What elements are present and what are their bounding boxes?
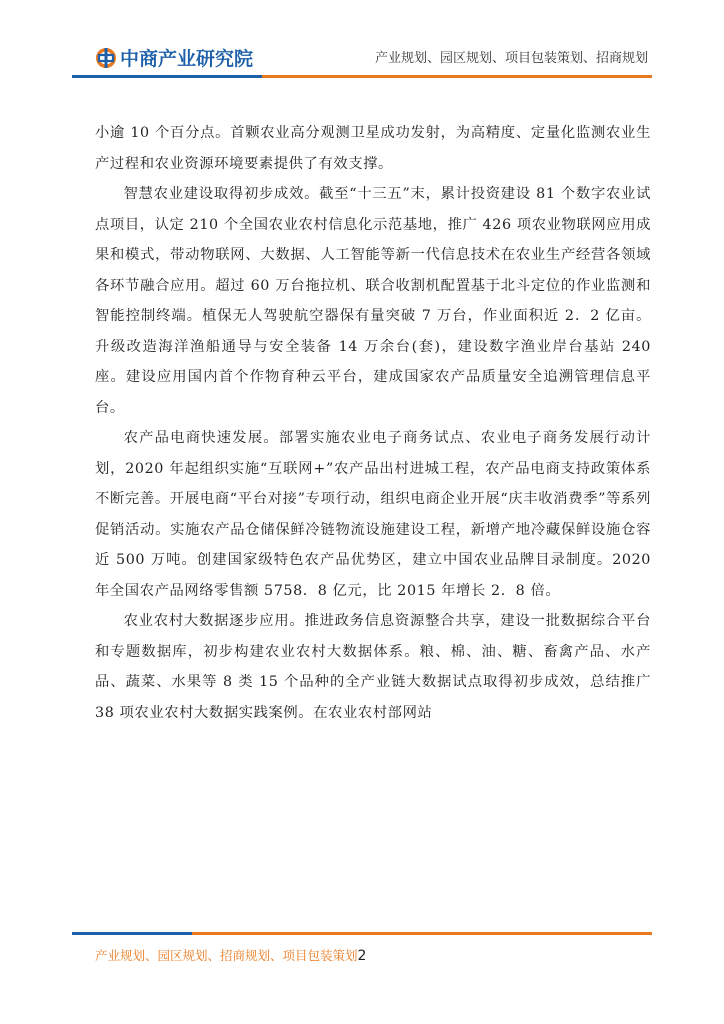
header-divider-blue bbox=[72, 75, 262, 78]
page-header bbox=[0, 0, 724, 100]
logo-text: 中商产业研究院 bbox=[120, 48, 254, 70]
body-text bbox=[95, 118, 651, 728]
page-footer bbox=[95, 946, 366, 964]
page-number: 2 bbox=[357, 948, 367, 964]
logo-mark-icon bbox=[95, 47, 117, 69]
footer-divider-orange bbox=[192, 932, 652, 935]
paragraph: 农业农村大数据逐步应用。推进政务信息资源整合共享，建设一批数据综合平台和专题数据库，初步构建农业农村大数据体系。粮、棉、油、糖、畜禽产品、水产品、蔬菜、水果等 8 类 15 个品种的全产业链大数据试点取得初步成效，总结推广 38 项农业农村大数据实践案例。在农业农村部网站 bbox=[95, 613, 651, 721]
paragraph: 农产品电商快速发展。部署实施农业电子商务试点、农业电子商务发展行动计划，2020 年起组织实施“互联网+”农产品出村进城工程，农产品电商支持政策体系不断完善。开展电商“平台对接”专项行动，组织电商企业开展“庆丰收消费季”等系列促销活动。实施农产品仓储保鲜冷链物流设施建设工程，新增产地冷藏保鲜设施仓容近 500 万吨。创建国家级特色农产品优势区，建立中国农业品牌目录制度。2020 年全国农产品网络零售额 5758．8 亿元，比 2015 年增长 2．8 倍。 bbox=[95, 430, 651, 599]
header-slogan: 产业规划、园区规划、项目包装策划、招商规划 bbox=[374, 51, 648, 66]
footer-divider-blue bbox=[72, 932, 192, 935]
header-divider-orange bbox=[262, 75, 652, 78]
paragraph: 小逾 10 个百分点。首颗农业高分观测卫星成功发射，为高精度、定量化监测农业生产过程和农业资源环境要素提供了有效支撑。 bbox=[95, 125, 651, 172]
brand-logo bbox=[95, 44, 253, 71]
footer-slogan: 产业规划、园区规划、招商规划、项目包装策划 bbox=[95, 948, 358, 963]
paragraph: 智慧农业建设取得初步成效。截至“十三五”末，累计投资建设 81 个数字农业试点项目，认定 210 个全国农业农村信息化示范基地，推广 426 项农业物联网应用成果和模式，带动物联网、大数据、人工智能等新一代信息技术在农业生产经营各领域各环节融合应用。超过 60 万台拖拉机、联合收割机配置基于北斗定位的作业监测和智能控制终端。植保无人驾驶航空器保有量突破 7 万台，作业面积近 2．2 亿亩。升级改造海洋渔船通导与安全装备 14 万余台(套)，建设数字渔业岸台基站 240 座。建设应用国内首个作物育种云平台，建成国家农产品质量安全追溯管理信息平台。 bbox=[95, 186, 651, 416]
